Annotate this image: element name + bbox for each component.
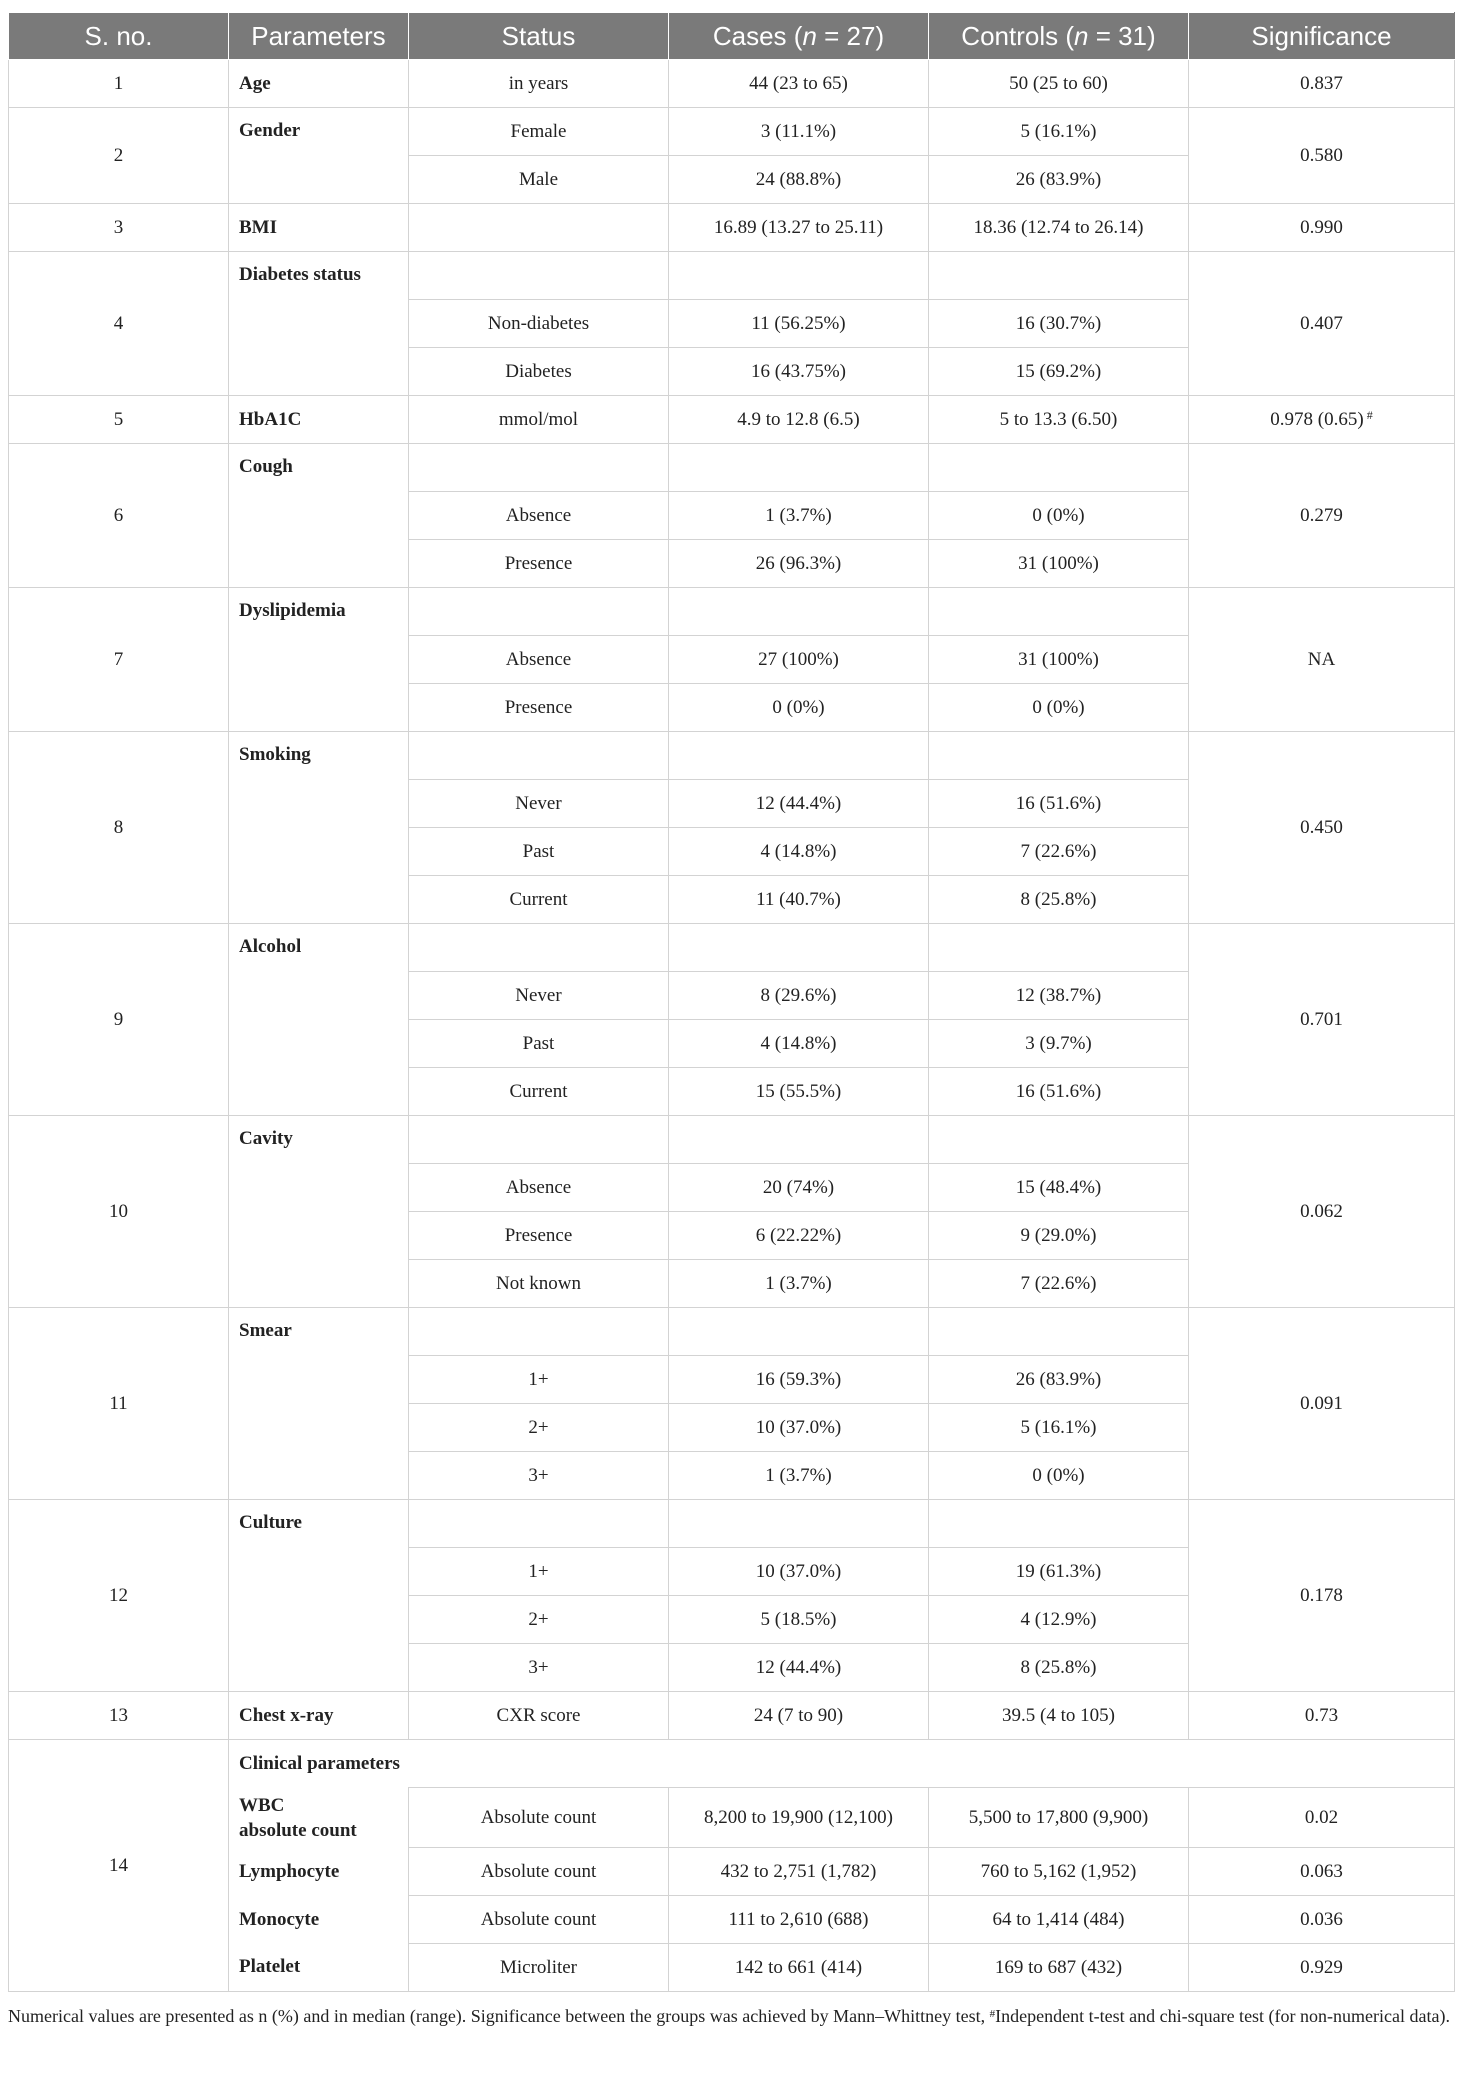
row-cases-empty: [669, 444, 929, 492]
row-cases: 26 (96.3%): [669, 540, 929, 588]
row-controls-empty: [929, 588, 1189, 636]
row-parameter: Platelet: [229, 1944, 409, 1992]
row-parameter: Dyslipidemia: [229, 588, 409, 732]
row-cases: 27 (100%): [669, 636, 929, 684]
row-parameter: Chest x-ray: [229, 1692, 409, 1740]
row-significance: 0.062: [1189, 1116, 1455, 1308]
row-cases: 3 (11.1%): [669, 108, 929, 156]
row-controls: 5,500 to 17,800 (9,900): [929, 1788, 1189, 1848]
row-controls: 31 (100%): [929, 540, 1189, 588]
header-cases-suffix: = 27): [816, 20, 885, 51]
row-status-empty: [409, 444, 669, 492]
row-significance: 0.063: [1189, 1848, 1455, 1896]
row-cases: 16 (43.75%): [669, 348, 929, 396]
row-controls: 19 (61.3%): [929, 1548, 1189, 1596]
row-controls: 0 (0%): [929, 492, 1189, 540]
row-status: Microliter: [409, 1944, 669, 1992]
row-parameter: Alcohol: [229, 924, 409, 1116]
row-controls: 39.5 (4 to 105): [929, 1692, 1189, 1740]
row-status: Current: [409, 1068, 669, 1116]
table-row: [9, 108, 1455, 156]
row-parameter: Gender: [229, 108, 409, 204]
table-container: [8, 12, 1454, 2029]
row-significance: 0.407: [1189, 252, 1455, 396]
row-cases: 111 to 2,610 (688): [669, 1896, 929, 1944]
row-status-empty: [409, 588, 669, 636]
row-cases: 8,200 to 19,900 (12,100): [669, 1788, 929, 1848]
row-significance: 0.279: [1189, 444, 1455, 588]
header-cases-n: n: [802, 20, 817, 51]
row-parameter-line1: WBC: [239, 1794, 285, 1816]
row-number: 8: [9, 732, 229, 924]
row-controls: 5 to 13.3 (6.50): [929, 396, 1189, 444]
row-cases: 11 (56.25%): [669, 300, 929, 348]
row-status-empty: [409, 732, 669, 780]
row-controls-empty: [929, 252, 1189, 300]
row-status: Absence: [409, 636, 669, 684]
row-significance: 0.178: [1189, 1500, 1455, 1692]
row-cases: 1 (3.7%): [669, 492, 929, 540]
row-cases: 12 (44.4%): [669, 1644, 929, 1692]
row-parameter: Culture: [229, 1500, 409, 1692]
row-cases: 1 (3.7%): [669, 1452, 929, 1500]
row-cases: 24 (7 to 90): [669, 1692, 929, 1740]
row-status: Presence: [409, 684, 669, 732]
table-row: [9, 1500, 1455, 1548]
row-significance: [1189, 396, 1455, 444]
row-cases: 142 to 661 (414): [669, 1944, 929, 1992]
footnote-text-before: Numerical values are presented as n (%) and in median (range). Significance between the groups was achieved by Mann–Whittney test,: [8, 2006, 990, 2026]
row-status: Absolute count: [409, 1788, 669, 1848]
row-controls: 7 (22.6%): [929, 1260, 1189, 1308]
row-parameter: Diabetes status: [229, 252, 409, 396]
row-number: 13: [9, 1692, 229, 1740]
row-status: in years: [409, 60, 669, 108]
row-cases: 16 (59.3%): [669, 1356, 929, 1404]
row-number: 10: [9, 1116, 229, 1308]
header-cases-prefix: Cases (: [712, 20, 803, 51]
row-cases: 0 (0%): [669, 684, 929, 732]
row-significance-value: 0.978 (0.65): [1270, 409, 1364, 430]
row-cases: 4 (14.8%): [669, 828, 929, 876]
row-number: 3: [9, 204, 229, 252]
header-sno: S. no.: [9, 13, 229, 60]
row-controls: 16 (51.6%): [929, 780, 1189, 828]
row-controls: 8 (25.8%): [929, 1644, 1189, 1692]
header-controls: [929, 13, 1189, 60]
row-controls: 7 (22.6%): [929, 828, 1189, 876]
row-cases: 4.9 to 12.8 (6.5): [669, 396, 929, 444]
row-significance: NA: [1189, 588, 1455, 732]
header-controls-prefix: Controls (: [961, 20, 1074, 51]
row-status: Past: [409, 828, 669, 876]
row-controls-empty: [929, 1116, 1189, 1164]
row-significance: 0.837: [1189, 60, 1455, 108]
row-status: 1+: [409, 1548, 669, 1596]
table-row: [9, 1116, 1455, 1164]
row-parameter: Age: [229, 60, 409, 108]
row-cases: 20 (74%): [669, 1164, 929, 1212]
row-number: 11: [9, 1308, 229, 1500]
row-status-empty: [409, 1500, 669, 1548]
row-controls: 31 (100%): [929, 636, 1189, 684]
row-status-empty: [409, 1308, 669, 1356]
row-cases: 10 (37.0%): [669, 1548, 929, 1596]
row-cases-empty: [669, 588, 929, 636]
row-status: Never: [409, 780, 669, 828]
table-row: [9, 924, 1455, 972]
row-status: mmol/mol: [409, 396, 669, 444]
row-cases: 10 (37.0%): [669, 1404, 929, 1452]
row-cases: 5 (18.5%): [669, 1596, 929, 1644]
row-status: Male: [409, 156, 669, 204]
row-status: Past: [409, 1020, 669, 1068]
table-row: [9, 588, 1455, 636]
row-controls-empty: [929, 732, 1189, 780]
table-row: [9, 396, 1455, 444]
row-status: Diabetes: [409, 348, 669, 396]
row-significance: 0.73: [1189, 1692, 1455, 1740]
row-status: Absolute count: [409, 1896, 669, 1944]
row-status: CXR score: [409, 1692, 669, 1740]
row-controls: 0 (0%): [929, 684, 1189, 732]
row-status-empty: [409, 924, 669, 972]
row-significance: 0.929: [1189, 1944, 1455, 1992]
row-parameter: HbA1C: [229, 396, 409, 444]
row-controls-empty: [929, 924, 1189, 972]
row-number: 9: [9, 924, 229, 1116]
row-status: 2+: [409, 1596, 669, 1644]
row-parameter: Clinical parameters: [229, 1740, 1455, 1788]
row-cases: 1 (3.7%): [669, 1260, 929, 1308]
row-cases: 24 (88.8%): [669, 156, 929, 204]
row-parameter: Smoking: [229, 732, 409, 924]
row-status: Not known: [409, 1260, 669, 1308]
row-cases-empty: [669, 732, 929, 780]
row-status: 3+: [409, 1644, 669, 1692]
row-controls: 8 (25.8%): [929, 876, 1189, 924]
row-controls: 50 (25 to 60): [929, 60, 1189, 108]
row-cases: 15 (55.5%): [669, 1068, 929, 1116]
table-row: [9, 60, 1455, 108]
row-parameter: Monocyte: [229, 1896, 409, 1944]
row-number: 2: [9, 108, 229, 204]
row-cases-empty: [669, 1116, 929, 1164]
row-number: 12: [9, 1500, 229, 1692]
table-footnote: [8, 2002, 1454, 2029]
row-number: 14: [9, 1740, 229, 1992]
row-status: 3+: [409, 1452, 669, 1500]
row-controls: 26 (83.9%): [929, 1356, 1189, 1404]
row-controls: 26 (83.9%): [929, 156, 1189, 204]
table-row: [9, 444, 1455, 492]
row-cases: 11 (40.7%): [669, 876, 929, 924]
row-status: Never: [409, 972, 669, 1020]
row-controls: 5 (16.1%): [929, 1404, 1189, 1452]
row-controls-empty: [929, 1308, 1189, 1356]
row-cases-empty: [669, 252, 929, 300]
row-number: 6: [9, 444, 229, 588]
row-status: Current: [409, 876, 669, 924]
row-status: Presence: [409, 540, 669, 588]
row-status: Absence: [409, 492, 669, 540]
header-status: Status: [409, 13, 669, 60]
row-number: 5: [9, 396, 229, 444]
row-controls: 12 (38.7%): [929, 972, 1189, 1020]
table-row: [9, 732, 1455, 780]
header-row: [9, 13, 1455, 60]
table-row: [9, 1740, 1455, 1788]
row-controls: 169 to 687 (432): [929, 1944, 1189, 1992]
row-cases: 16.89 (13.27 to 25.11): [669, 204, 929, 252]
row-status: 2+: [409, 1404, 669, 1452]
row-parameter: [229, 1788, 409, 1848]
row-cases-empty: [669, 924, 929, 972]
row-cases-empty: [669, 1500, 929, 1548]
header-cases: [669, 13, 929, 60]
header-parameters: Parameters: [229, 13, 409, 60]
row-controls: 16 (51.6%): [929, 1068, 1189, 1116]
row-cases: 8 (29.6%): [669, 972, 929, 1020]
row-cases: 12 (44.4%): [669, 780, 929, 828]
row-parameter: Cough: [229, 444, 409, 588]
row-status: Presence: [409, 1212, 669, 1260]
row-significance: 0.701: [1189, 924, 1455, 1116]
footnote-marker: #: [1366, 408, 1373, 422]
header-controls-suffix: = 31): [1088, 20, 1156, 51]
row-cases: 4 (14.8%): [669, 1020, 929, 1068]
row-significance: 0.580: [1189, 108, 1455, 204]
row-cases: 44 (23 to 65): [669, 60, 929, 108]
row-parameter: BMI: [229, 204, 409, 252]
table-row: [9, 252, 1455, 300]
row-controls: 4 (12.9%): [929, 1596, 1189, 1644]
row-controls: 15 (48.4%): [929, 1164, 1189, 1212]
row-controls: 3 (9.7%): [929, 1020, 1189, 1068]
row-parameter: Lymphocyte: [229, 1848, 409, 1896]
row-status-empty: [409, 252, 669, 300]
row-controls-empty: [929, 444, 1189, 492]
footnote-text-after: Independent t-test and chi-square test (for non-numerical data).: [995, 2006, 1450, 2026]
row-cases: 432 to 2,751 (1,782): [669, 1848, 929, 1896]
row-status-empty: [409, 1116, 669, 1164]
row-status: Absolute count: [409, 1848, 669, 1896]
row-controls: 0 (0%): [929, 1452, 1189, 1500]
row-significance: 0.091: [1189, 1308, 1455, 1500]
row-status: 1+: [409, 1356, 669, 1404]
row-controls: 5 (16.1%): [929, 108, 1189, 156]
row-controls: 18.36 (12.74 to 26.14): [929, 204, 1189, 252]
row-cases: 6 (22.22%): [669, 1212, 929, 1260]
row-number: 1: [9, 60, 229, 108]
row-number: 7: [9, 588, 229, 732]
header-significance: Significance: [1189, 13, 1455, 60]
row-controls: 15 (69.2%): [929, 348, 1189, 396]
header-controls-n: n: [1074, 20, 1089, 51]
row-cases-empty: [669, 1308, 929, 1356]
row-parameter: Cavity: [229, 1116, 409, 1308]
row-significance: 0.990: [1189, 204, 1455, 252]
table-row: [9, 1308, 1455, 1356]
row-parameter-line2: absolute count: [239, 1819, 357, 1841]
row-significance: 0.450: [1189, 732, 1455, 924]
row-controls: 64 to 1,414 (484): [929, 1896, 1189, 1944]
row-controls: 760 to 5,162 (1,952): [929, 1848, 1189, 1896]
row-status: Female: [409, 108, 669, 156]
row-status: [409, 204, 669, 252]
row-controls: 9 (29.0%): [929, 1212, 1189, 1260]
row-parameter: Smear: [229, 1308, 409, 1500]
row-status: Non-diabetes: [409, 300, 669, 348]
row-controls: 16 (30.7%): [929, 300, 1189, 348]
row-significance: 0.02: [1189, 1788, 1455, 1848]
row-number: 4: [9, 252, 229, 396]
row-status: Absence: [409, 1164, 669, 1212]
footnote-marker: #: [989, 2008, 996, 2020]
table-row: [9, 1692, 1455, 1740]
table-row: [9, 204, 1455, 252]
row-significance: 0.036: [1189, 1896, 1455, 1944]
demographics-table: [8, 12, 1455, 1992]
row-controls-empty: [929, 1500, 1189, 1548]
